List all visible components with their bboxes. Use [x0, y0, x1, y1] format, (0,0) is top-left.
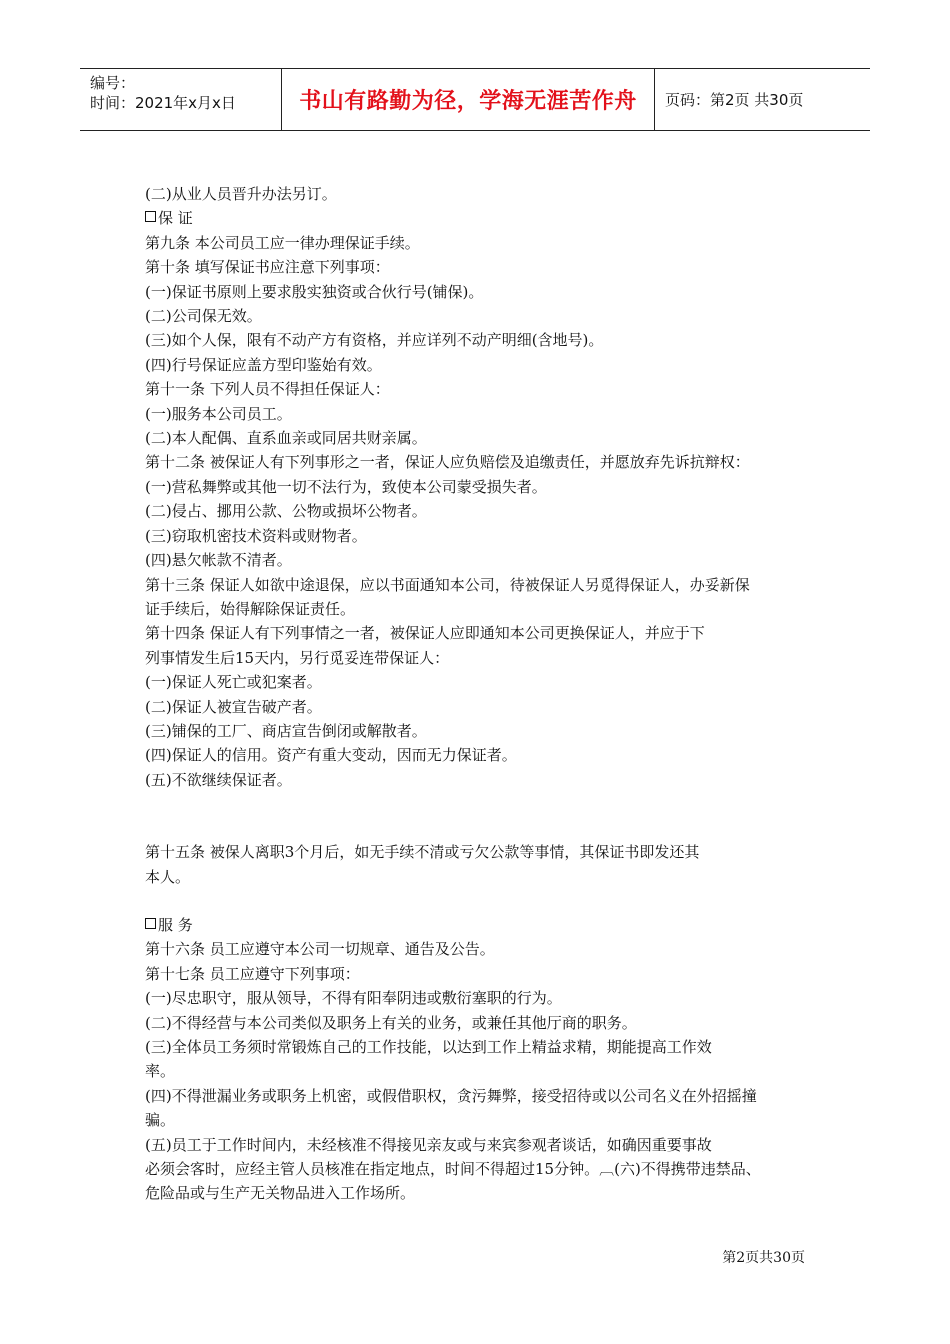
body-line: (四)不得泄漏业务或职务上机密，或假借职权，贪污舞弊，接受招待或以公司名义在外招摇撞 — [145, 1086, 757, 1105]
body-line: 第十四条 保证人有下列事情之一者，被保证人应即通知本公司更换保证人，并应于下 — [145, 624, 705, 643]
body-line: (二)从业人员晋升办法另订。 — [145, 185, 337, 203]
body-line: 第九条 本公司员工应一律办理保证手续。 — [145, 233, 420, 252]
checkbox-square-icon — [145, 918, 156, 929]
paragraph-gap — [145, 792, 815, 840]
document-header — [80, 68, 870, 131]
body-line: 列事情发生后15天内，另行觅妥连带保证人： — [145, 648, 450, 667]
body-line: 第十一条 下列人员不得担任保证人： — [145, 380, 390, 399]
document-number-label: 编号： — [90, 74, 136, 92]
body-line: 第十条 填写保证书应注意下列事项： — [145, 258, 390, 277]
section-heading-guarantee: 保 证 — [145, 206, 815, 230]
body-line: (一)尽忠职守，服从领导，不得有阳奉阴违或敷衍塞职的行为。 — [145, 989, 562, 1008]
section-heading-service: 服 务 — [145, 913, 815, 937]
body-line: (三)如个人保，限有不动产方有资格，并应详列不动产明细(含地号)。 — [145, 331, 604, 350]
body-line: 证手续后，始得解除保证责任。 — [145, 599, 356, 618]
body-line: (二)不得经营与本公司类似及职务上有关的业务，或兼任其他厅商的职务。 — [145, 1013, 637, 1032]
body-line: (三)窃取机密技术资料或财物者。 — [145, 526, 367, 545]
body-line: (四)悬欠帐款不清者。 — [145, 551, 292, 570]
body-line: 骗。 — [145, 1111, 176, 1130]
body-line: (二)侵占、挪用公款、公物或损坏公物者。 — [145, 502, 427, 521]
body-line: (一)保证人死亡或犯案者。 — [145, 673, 322, 692]
header-page-info: 页码：第2页 共30页 — [665, 91, 804, 109]
checkbox-square-icon — [145, 211, 156, 222]
page-footer: 第2页共30页 — [722, 1250, 805, 1266]
body-line: (五)员工于工作时间内，未经核准不得接见亲友或与来宾参观者谈话，如确因重要事故 — [145, 1135, 712, 1154]
document-body — [145, 182, 815, 1206]
body-line: (二)本人配偶、直系血亲或同居共财亲属。 — [145, 429, 427, 448]
body-line: 第十二条 被保证人有下列事形之一者，保证人应负赔偿及追缴责任，并愿放弃先诉抗辩权： — [145, 453, 750, 472]
body-line: 第十三条 保证人如欲中途退保，应以书面通知本公司，待被保证人另觅得保证人，办妥新保 — [145, 575, 750, 594]
header-motto: 书山有路勤为径，学海无涯苦作舟 — [281, 69, 655, 130]
body-line: (三)铺保的工厂、商店宣告倒闭或解散者。 — [145, 721, 427, 740]
body-line: (一)营私舞弊或其他一切不法行为，致使本公司蒙受损失者。 — [145, 477, 547, 496]
body-line: 第十五条 被保人离职3个月后，如无手续不清或亏欠公款等事情，其保证书即发还其 — [145, 843, 700, 862]
body-line: (五)不欲继续保证者。 — [145, 770, 292, 789]
paragraph-gap — [145, 889, 815, 913]
body-line: (四)保证人的信用。资产有重大变动，因而无力保证者。 — [145, 746, 517, 765]
body-line: (三)全体员工务须时常锻炼自己的工作技能，以达到工作上精益求精，期能提高工作效 — [145, 1038, 712, 1056]
body-line: (二)保证人被宣告破产者。 — [145, 697, 322, 716]
body-line: 必须会客时，应经主管人员核准在指定地点，时间不得超过15分钟。︹(六)不得携带违禁品、 — [145, 1160, 761, 1179]
header-meta — [80, 69, 281, 130]
body-line: 第十七条 员工应遵守下列事项： — [145, 964, 360, 983]
body-line: 第十六条 员工应遵守本公司一切规章、通告及公告。 — [145, 940, 495, 959]
body-line: 本人。 — [145, 867, 191, 886]
body-line: (一)保证书原则上要求殷实独资或合伙行号(铺保)。 — [145, 282, 484, 301]
document-time-label: 时间：2021年x月x日 — [90, 94, 236, 112]
body-line: (四)行号保证应盖方型印鉴始有效。 — [145, 355, 382, 374]
body-line: 危险品或与生产无关物品进入工作场所。 — [145, 1184, 416, 1203]
body-line: 率。 — [145, 1062, 176, 1081]
body-line: (二)公司保无效。 — [145, 307, 262, 326]
body-line: (一)服务本公司员工。 — [145, 404, 292, 423]
